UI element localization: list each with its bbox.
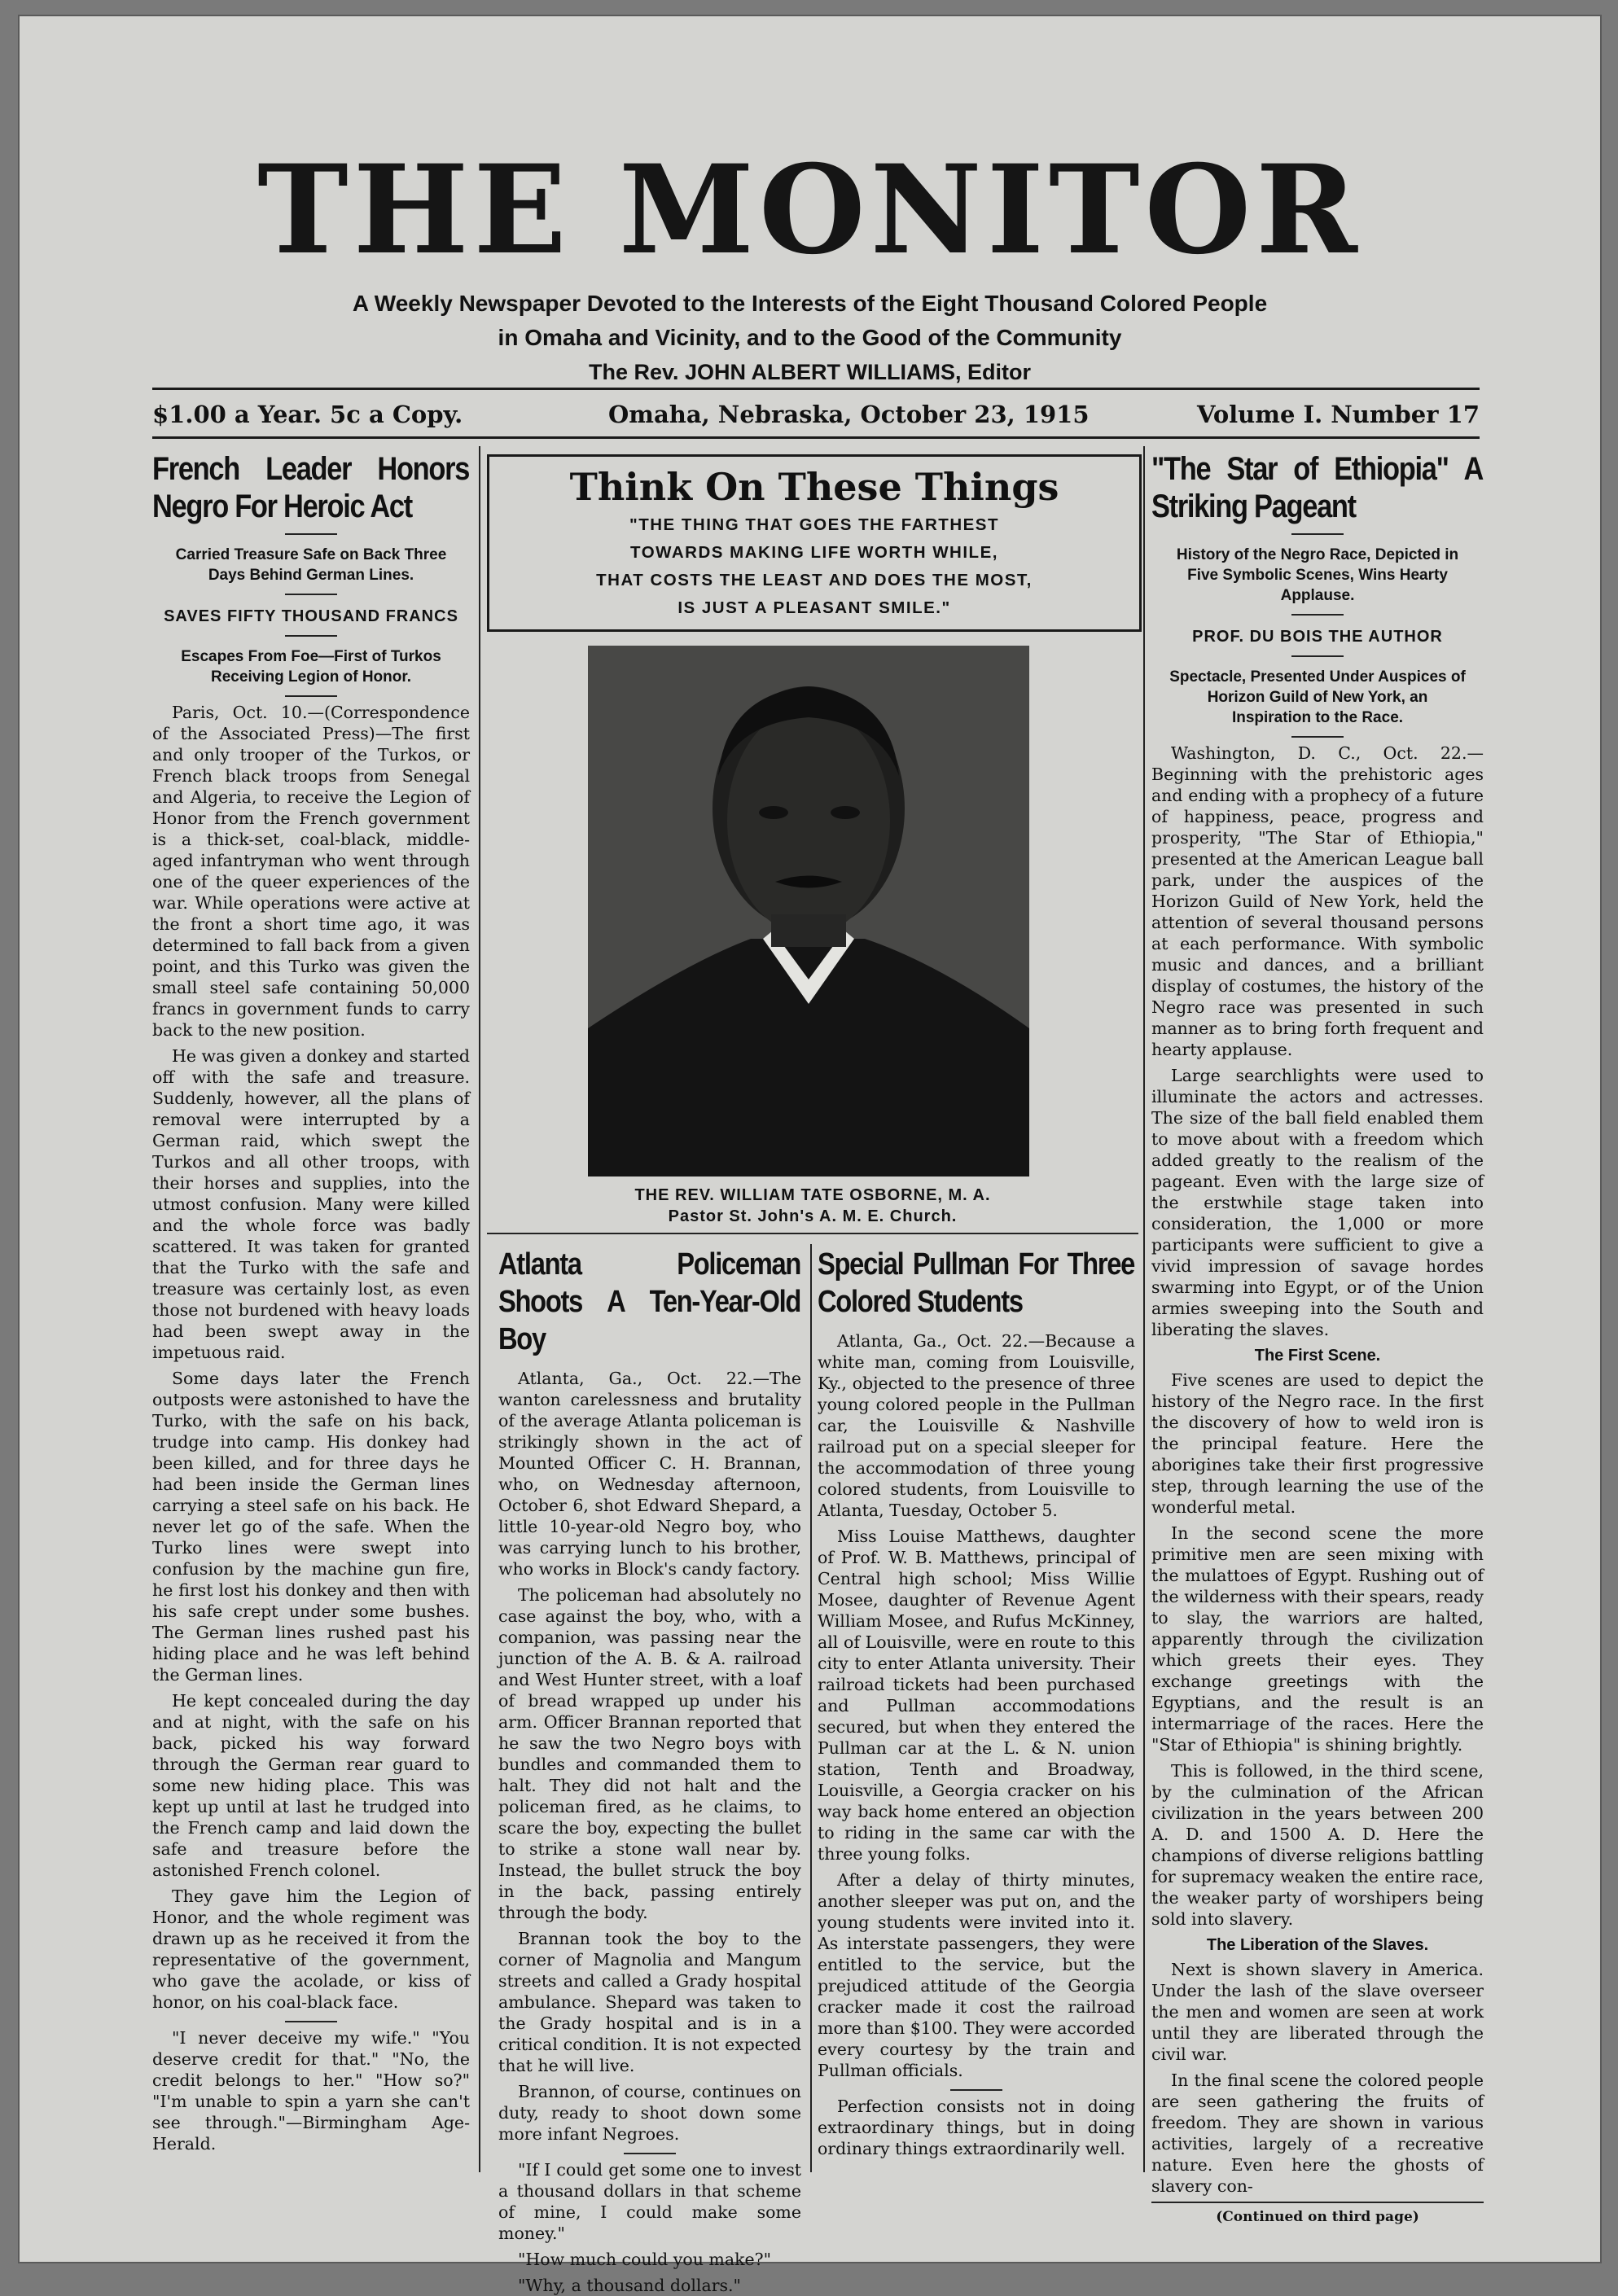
think-on-these-things-box	[487, 454, 1142, 632]
article-paragraph: Paris, Oct. 10.—(Correspondence of the Associated Press)—The first and only trooper of the Turkos, or French black troops from Senegal and Algeria, to receive the Legion of Honor from the French government is a thick-set, coal-black, middle-aged infantryman who went through one of the queer experiences of the war. While operations were active at the front a short time ago, it was determined to fall back from a given point, and this Turko was given the small steel safe containing 50,000 francs in government funds to carry back to the new position.	[152, 703, 470, 1040]
filler-dialogue-2: "How much could you make?"	[518, 2250, 772, 2269]
divider	[624, 2153, 676, 2154]
filler-dialogue-3: "Why, a thousand dollars."	[518, 2276, 741, 2295]
article-paragraph: Next is shown slavery in America. Under the lash of the slave overseer the men and women are seen at work until they are liberated through the civil war.	[1151, 1960, 1484, 2064]
atlanta-policeman-headline: Atlanta Policeman Shoots A Ten-Year-Old Boy	[498, 1247, 801, 1356]
french-leader-subhead-1: Carried Treasure Safe on Back Three Days Behind German Lines.	[175, 546, 447, 584]
article-paragraph: Five scenes are used to depict the history of the Negro race. In the first the discovery of how to weld iron is the principal feature. Here the aborigines take their first progressive step, through learning the use of the wonderful metal.	[1151, 1370, 1484, 1517]
article-paragraph: After a delay of thirty minutes, another sleeper was put on, and the young students were invited into it. As interstate passengers, they were entitled to the service, but the prejudiced attitude of the Georgia cracker made it cost the railroad more than $100. They were accorded every courtesy by the train and Pullman officials.	[818, 1870, 1135, 2080]
portrait-image	[588, 646, 1029, 1176]
divider	[285, 533, 337, 535]
article-paragraph: Brannon, of course, continues on duty, ready to shoot down some more infant Negroes.	[498, 2082, 801, 2144]
star-subhead-3: Spectacle, Presented Under Auspices of Horizon Guild of New York, an Inspiration to the Race.	[1169, 668, 1466, 726]
section-heading-first-scene: The First Scene.	[1254, 1347, 1381, 1365]
article-paragraph: Miss Louise Matthews, daughter of Prof. W. B. Matthews, principal of Central high school; Miss Willie Mosee, daughter of Revenue Agent William Mosee, and Rufus McKinney, all of Louisville, were en route to this city to enter Atlanta university. Their railroad tickets had been purchased and Pullman accommodations secured, but when they entered the Pullman car at the L. & N. union station, Tenth and Broadway, Louisville, a Georgia cracker on his way back home entered an objection to riding in the same car with the three young folks.	[818, 1527, 1135, 1864]
place-date-text: Omaha, Nebraska, October 23, 1915	[608, 401, 1090, 428]
article-paragraph: The policeman had absolutely no case against the boy, who, with a companion, was passing near the junction of the A. B. & A. railroad and West Hunter street, with a loaf of bread wrapped up under his arm. Officer Brannan reported that he saw the two Negro boys with bundles and commanded them to halt. They did not halt and the policeman fired, as he claims, to scare the boy, expecting the bullet to strike a stone wall near by. Instead, the bullet struck the boy in the back, passing entirely through the body.	[498, 1585, 801, 1922]
divider	[1291, 533, 1344, 535]
masthead-rule-top	[152, 388, 1480, 390]
article-paragraph: In the second scene the more primitive men are seen mixing with the mulattoes of Egypt. Rushing out of the wilderness with their spears, ready to slay, the warriors are halted, apparently through the civilization which greets their eyes. They exchange greetings with the Egyptians, and the result is an intermarriage of the races. Here the "Star of Ethiopia" is shining brightly.	[1151, 1523, 1484, 1755]
article-paragraph: Some days later the French outposts were astonished to have the Turko, with the safe on his back, trudge into camp. His donkey had been killed, and for three days he had been inside the German lines carrying a steel safe on his back. He never let go of the safe. When the Turko lines were swept into confusion by the machine gun fire, he first lost his donkey and then with his safe crept under some bushes. The German lines rushed past his hiding place and he was left behind the German lines.	[152, 1369, 470, 1685]
special-pullman-headline: Special Pullman For Three Colored Students	[818, 1247, 1135, 1319]
atlanta-policeman-article	[498, 1246, 801, 2295]
divider	[950, 2089, 1002, 2091]
divider	[285, 2021, 337, 2022]
article-paragraph: This is followed, in the third scene, by the culmination of the African civilization in the years between 200 A. D. and 1500 A. D. Here the champions of diverse religions battling for supremacy weaken the entire race, the weaker party of worshipers being sold into slavery.	[1151, 1761, 1484, 1929]
article-paragraph: Atlanta, Ga., Oct. 22.—Because a white man, coming from Louisville, Ky., objected to the presence of three young colored people in the Pullman car, the Louisville & Nashville railroad put on a special sleeper for the accommodation of three young colored students, from Louisville to Atlanta, Tuesday, October 5.	[818, 1331, 1135, 1520]
box-quote-line-4: IS JUST A PLEASANT SMILE."	[677, 598, 951, 617]
french-leader-article	[152, 450, 470, 2172]
volume-text: Volume I. Number 17	[1196, 401, 1480, 428]
masthead-rule-bottom	[152, 436, 1480, 439]
editor-line: The Rev. JOHN ALBERT WILLIAMS, Editor	[588, 360, 1031, 384]
caption-line-2: Pastor St. John's A. M. E. Church.	[668, 1207, 958, 1225]
french-leader-subhead-3: Escapes From Foe—First of Turkos Receiving Legion of Honor.	[181, 648, 441, 686]
article-paragraph: Brannan took the boy to the corner of Magnolia and Mangum streets and called a Grady hospital ambulance. Shepard was taken to the Grady hospital and is in a critical condition. It is not expected that he will live.	[498, 1929, 801, 2075]
filler-maxim: Perfection consists not in doing extraordinary things, but in doing ordinary things extraordinarily well.	[818, 2097, 1135, 2158]
center-rule	[487, 1233, 1138, 1234]
article-paragraph: He was given a donkey and started off with the safe and treasure. Suddenly, however, all the plans of removal were interrupted by a German raid, which swept the Turkos and all other troops, with their horses and supplies, into the utmost confusion. Many were killed and the whole force was badly scattered. It was taken for granted that the Turko with the safe and treasure was certainly lost, as even those not burdened with heavy loads had been swept away in the impetuous raid.	[152, 1046, 470, 1362]
tagline-line-1: A Weekly Newspaper Devoted to the Interests of the Eight Thousand Colored People	[352, 291, 1268, 316]
star-subhead-2: PROF. DU BOIS THE AUTHOR	[1192, 628, 1443, 646]
photo-caption	[487, 1185, 1138, 1227]
newspaper-page	[18, 15, 1602, 2295]
divider	[285, 695, 337, 697]
divider	[1291, 614, 1344, 616]
article-paragraph: They gave him the Legion of Honor, and the whole regiment was drawn up as he received it from the representative of the government, who gave the acolade, or kiss of honor, on his coal-black face.	[152, 1886, 470, 2012]
star-of-ethiopia-article	[1151, 450, 1484, 2225]
article-paragraph: In the final scene the colored people are seen gathering the fruits of freedom. They are shown in various activities, largely of a recreative nature. Even here the ghosts of slavery con-	[1151, 2070, 1484, 2196]
continued-note: (Continued on third page)	[1216, 2209, 1419, 2225]
tagline-line-2: in Omaha and Vicinity, and to the Good of the Community	[498, 325, 1122, 350]
star-of-ethiopia-headline: "The Star of Ethiopia" A Striking Pageant	[1151, 451, 1484, 524]
special-pullman-article	[818, 1246, 1135, 2174]
dateline	[152, 397, 1480, 435]
french-leader-headline: French Leader Honors Negro For Heroic Act	[152, 451, 470, 524]
divider	[1291, 655, 1344, 657]
article-paragraph: Large searchlights were used to illuminate the actors and actresses. The size of the ball field enabled them to move about with a freedom which added greatly to the realism of the pageant. Even with the large size of the erstwhile stage taken into consideration, the 1,000 or more participants were sufficient to give a vivid impression of savage hordes swarming into Egypt, or of the Union armies sweeping into the South and liberating the slaves.	[1151, 1066, 1484, 1339]
divider	[285, 635, 337, 637]
column-rule-3	[1143, 446, 1145, 2172]
article-paragraph: He kept concealed during the day and at night, with the safe on his back, picked his way forward through the German rear guard to some new hiding place. This was kept up until at last he trudged into the French camp and laid down the safe and treasure before the astonished French colonel.	[152, 1691, 470, 1880]
article-paragraph: Washington, D. C., Oct. 22.—Beginning with the prehistoric ages and ending with a prophecy of a future of happiness, peace, progress and prosperity, "The Star of Ethiopia," presented at the American League ball park, under the auspices of the Horizon Guild of New York, held the attention of several thousand persons at each performance. With symbolic music and dances, and a brilliant display of costumes, the history of the Negro race was presented in such manner as to bring forth frequent and hearty applause.	[1151, 743, 1484, 1059]
star-subhead-1: History of the Negro Race, Depicted in Five Symbolic Scenes, Wins Hearty Applause.	[1176, 546, 1459, 604]
caption-line-1: THE REV. WILLIAM TATE OSBORNE, M. A.	[634, 1186, 991, 1204]
portrait-photo	[588, 646, 1029, 1176]
divider	[285, 594, 337, 595]
continued-rule	[1151, 2202, 1484, 2203]
box-quote-line-3: THAT COSTS THE LEAST AND DOES THE MOST,	[596, 571, 1033, 589]
article-paragraph: Atlanta, Ga., Oct. 22.—The wanton carelessness and brutality of the average Atlanta policeman is strikingly shown in the act of Mounted Officer C. H. Brannan, who, on Wednesday afternoon, October 6, shot Edward Shepard, a little 10-year-old Negro boy, who was carrying lunch to his brother, who works in Block's candy factory.	[498, 1369, 801, 1579]
newspaper-title: THE MONITOR	[257, 138, 1362, 282]
section-heading-liberation: The Liberation of the Slaves.	[1206, 1936, 1429, 1954]
box-title: Think On These Things	[569, 465, 1059, 509]
column-rule-2	[810, 1244, 812, 2172]
price-text: $1.00 a Year. 5c a Copy.	[152, 401, 463, 428]
french-leader-subhead-2: SAVES FIFTY THOUSAND FRANCS	[164, 607, 458, 625]
filler-dialogue-1: "If I could get some one to invest a thousand dollars in that scheme of mine, I could make some money."	[498, 2160, 801, 2243]
box-quote-line-2: TOWARDS MAKING LIFE WORTH WHILE,	[630, 543, 998, 562]
divider	[1291, 736, 1344, 738]
box-quote-line-1: "THE THING THAT GOES THE FARTHEST	[629, 515, 1000, 534]
masthead	[18, 137, 1602, 385]
filler-joke: "I never deceive my wife." "You deserve credit for that." "No, the credit belongs to her." "How so?" "I'm unable to spin a yarn she can't see through."—Birmingham Age-Herald.	[152, 2028, 470, 2154]
column-rule-1	[479, 446, 480, 2172]
